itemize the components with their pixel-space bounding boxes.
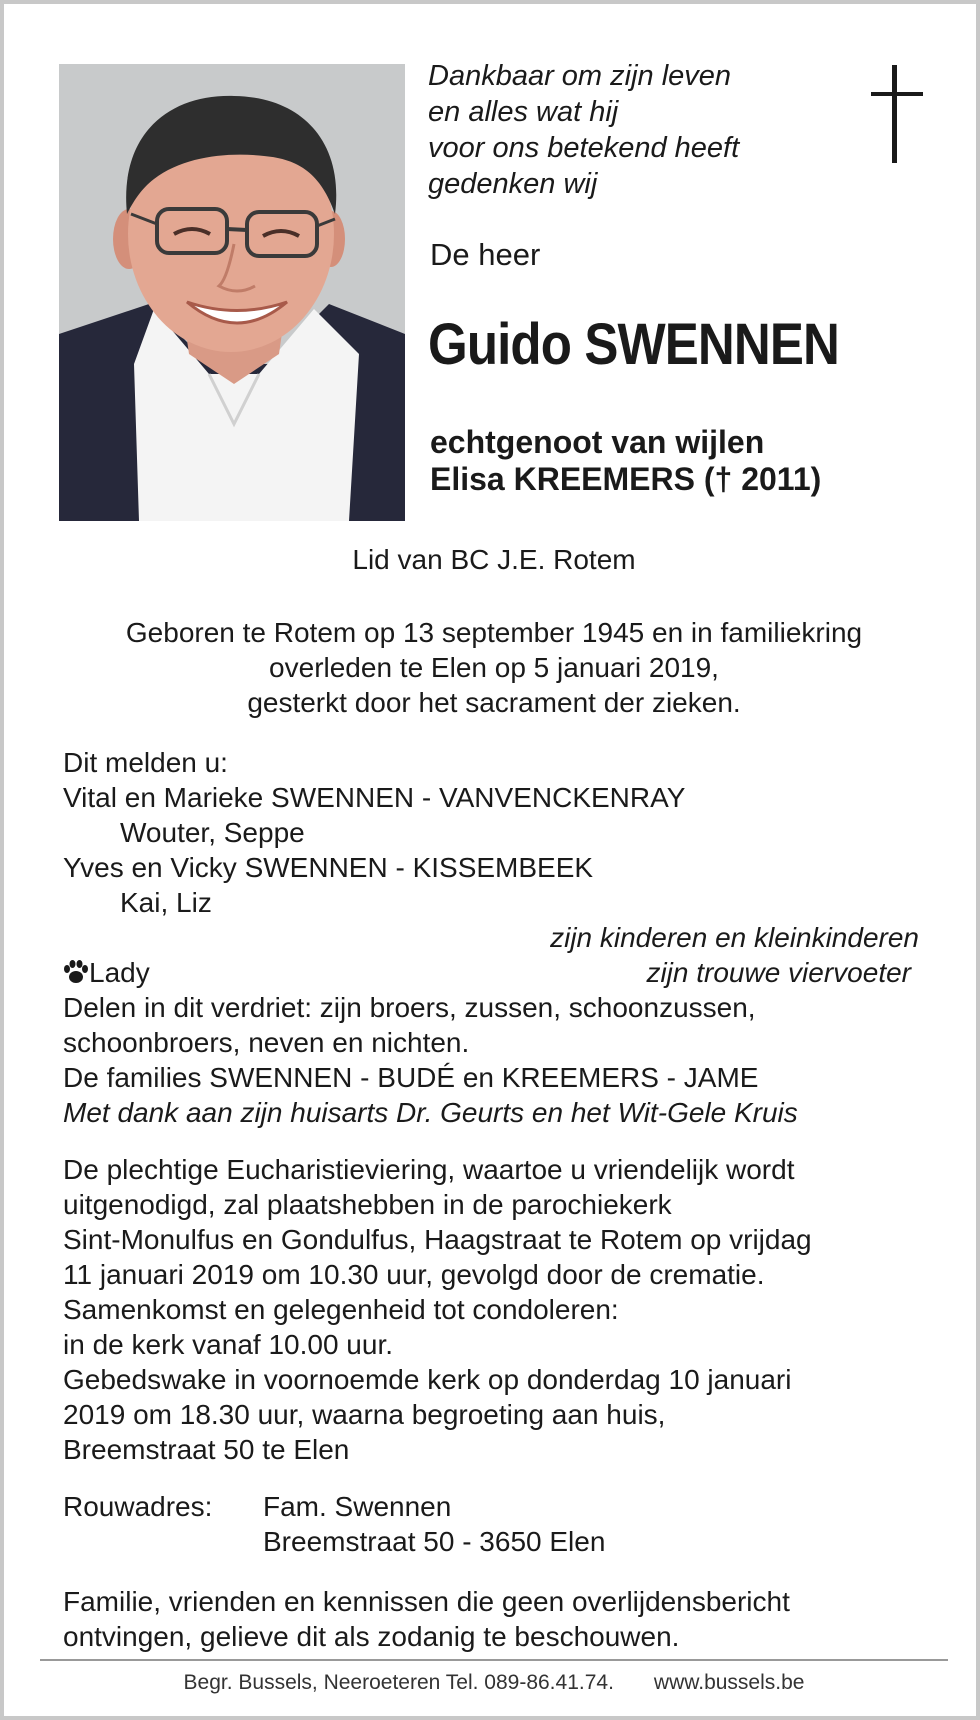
footer-divider — [40, 1659, 948, 1661]
spouse-line: echtgenoot van wijlen — [430, 424, 765, 460]
relatives-line: Delen in dit verdriet: zijn broers, zussen, schoonzussen, — [63, 992, 756, 1023]
thanks-line: Met dank aan zijn huisarts Dr. Geurts en het Wit-Gele Kruis — [63, 1097, 798, 1128]
ceremony-line: in de kerk vanaf 10.00 uur. — [63, 1329, 393, 1360]
quote-line: Dankbaar om zijn leven — [428, 60, 732, 92]
grandchildren-line: Kai, Liz — [120, 887, 212, 918]
portrait-photo — [59, 64, 405, 521]
closing-line: Familie, vrienden en kennissen die geen overlijdensbericht — [63, 1586, 790, 1617]
quote-line: voor ons betekend heeft — [428, 132, 740, 164]
address-line: Fam. Swennen — [263, 1491, 452, 1522]
pet-caption: zijn trouwe viervoeter — [646, 957, 911, 988]
spouse-line: Elisa KREEMERS († 2011) — [430, 461, 822, 497]
memorial-quote — [428, 58, 788, 202]
footer — [44, 1671, 944, 1695]
ceremony-line: 11 januari 2019 om 10.30 uur, gevolgd door de crematie. — [63, 1259, 765, 1290]
family-line: Yves en Vicky SWENNEN - KISSEMBEEK — [63, 852, 594, 883]
ceremony-line: Samenkomst en gelegenheid tot condoleren: — [63, 1294, 619, 1325]
relatives-line: De families SWENNEN - BUDÉ en KREEMERS - JAME — [63, 1062, 759, 1093]
ceremony-line: Breemstraat 50 te Elen — [63, 1434, 350, 1465]
birth-death-info — [44, 615, 944, 720]
pet-name: Lady — [89, 957, 150, 988]
undertaker-info: Begr. Bussels, Neeroeteren Tel. 089-86.41.74. — [183, 1671, 614, 1694]
quote-line: en alles wat hij — [428, 96, 619, 128]
ceremony-line: uitgenodigd, zal plaatshebben in de parochiekerk — [63, 1189, 672, 1220]
membership: Lid van BC J.E. Rotem — [352, 544, 636, 575]
children-caption: zijn kinderen en kleinkinderen — [550, 922, 919, 953]
title-prefix: De heer — [430, 237, 541, 272]
birth-death-line: overleden te Elen op 5 januari 2019, — [269, 652, 719, 683]
portrait-illustration — [59, 64, 405, 521]
announcers-intro: Dit melden u: — [63, 747, 228, 778]
ceremony-line: 2019 om 18.30 uur, waarna begroeting aan huis, — [63, 1399, 666, 1430]
pet-row — [63, 955, 943, 990]
address-label: Rouwadres: — [63, 1491, 213, 1522]
ceremony-section — [63, 1152, 943, 1467]
ceremony-line: Gebedswake in voornoemde kerk op donderdag 10 januari — [63, 1364, 792, 1395]
website-link[interactable]: www.bussels.be — [653, 1671, 805, 1694]
ceremony-line: Sint-Monulfus en Gondulfus, Haagstraat te Rotem op vrijdag — [63, 1224, 812, 1255]
cross-icon — [866, 65, 926, 163]
paw-icon — [63, 959, 89, 985]
relatives-line: schoonbroers, neven en nichten. — [63, 1027, 470, 1058]
ceremony-line: De plechtige Eucharistieviering, waartoe u vriendelijk wordt — [63, 1154, 795, 1185]
address-section — [63, 1489, 943, 1559]
birth-death-line: Geboren te Rotem op 13 september 1945 en in familiekring — [125, 617, 863, 648]
family-line: Vital en Marieke SWENNEN - VANVENCKENRAY — [63, 782, 686, 813]
closing-section — [63, 1584, 943, 1654]
spouse-info — [430, 424, 821, 498]
grandchildren-line: Wouter, Seppe — [120, 817, 305, 848]
closing-line: ontvingen, gelieve dit als zodanig te beschouwen. — [63, 1621, 680, 1652]
address-line: Breemstraat 50 - 3650 Elen — [263, 1526, 606, 1557]
birth-death-line: gesterkt door het sacrament der zieken. — [247, 687, 741, 718]
quote-line: gedenken wij — [428, 168, 598, 200]
announcers-section — [63, 745, 943, 1130]
deceased-name: Guido SWENNEN — [428, 312, 840, 377]
